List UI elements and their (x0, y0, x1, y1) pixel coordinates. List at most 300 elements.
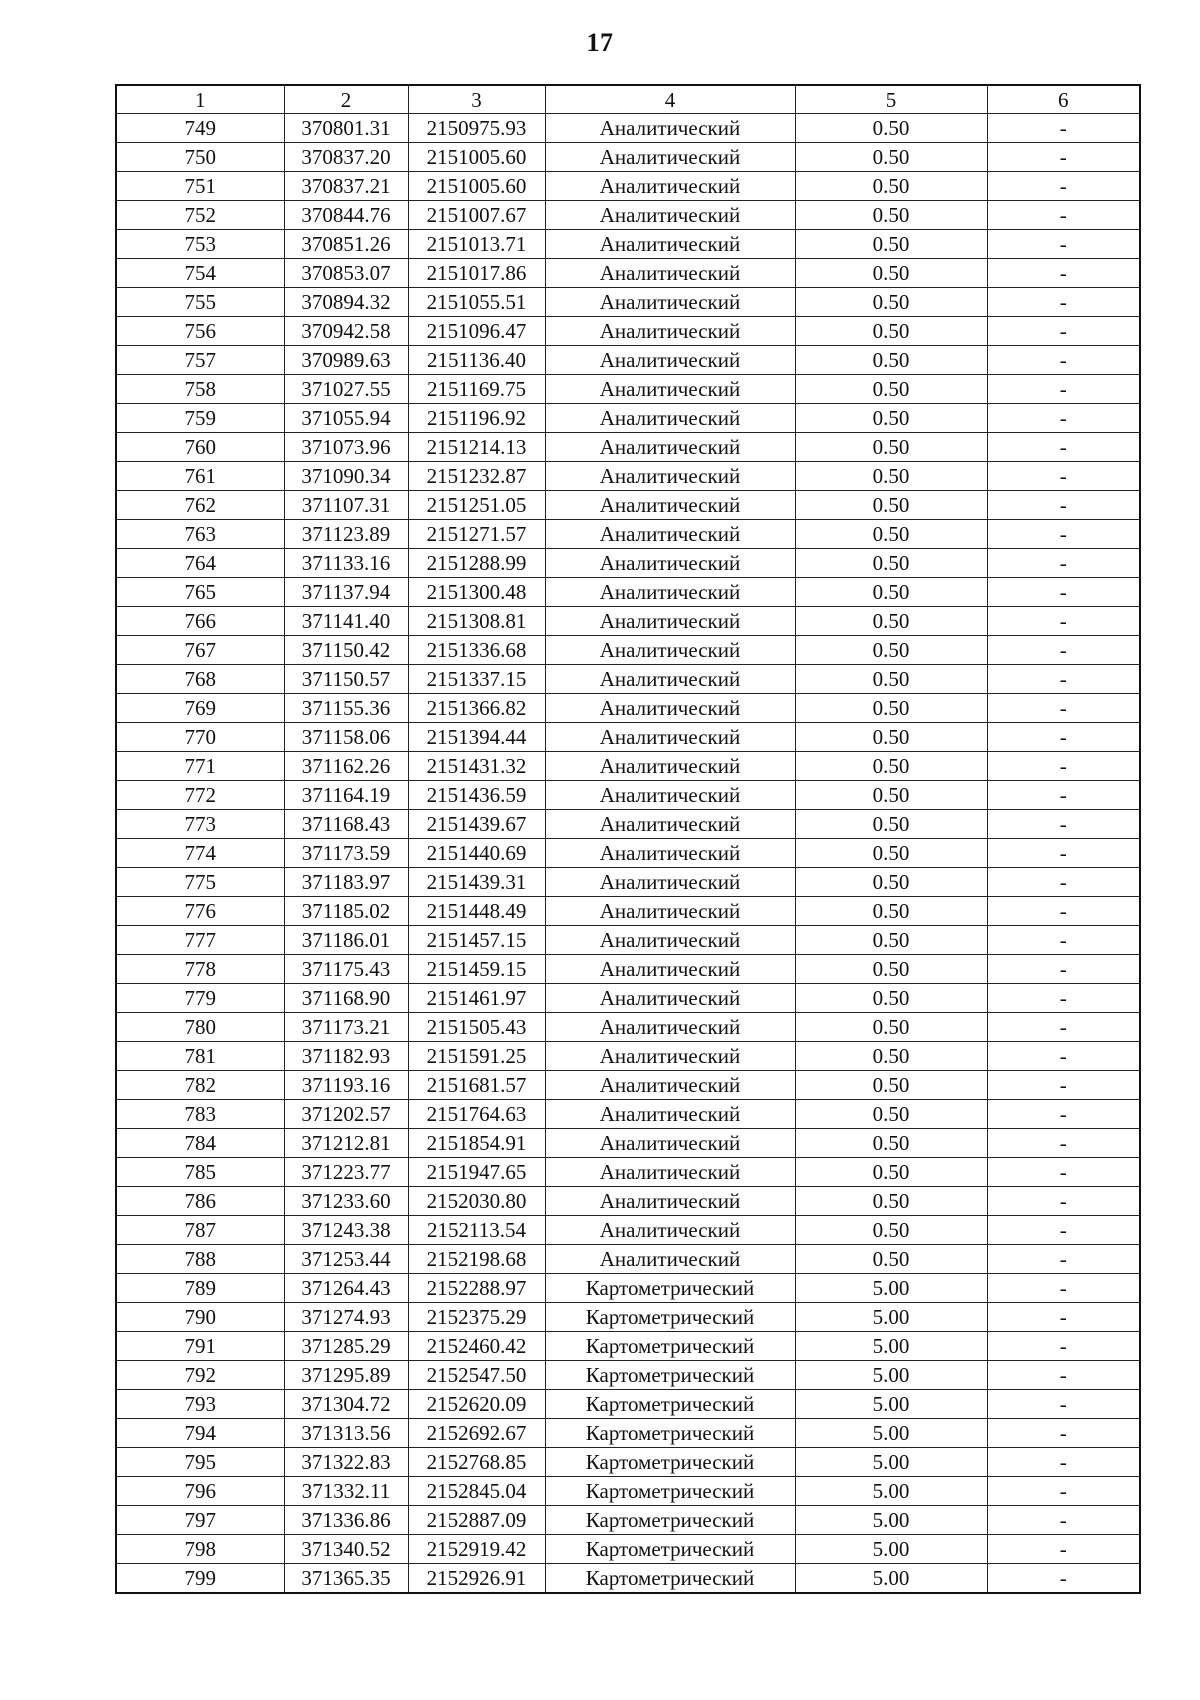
y-coordinate-cell: 2151007.67 (408, 201, 545, 230)
table-row (116, 1042, 1140, 1071)
table-body (116, 114, 1140, 1594)
method-cell: Аналитический (545, 1245, 795, 1274)
method-cell: Картометрический (545, 1535, 795, 1564)
accuracy-cell: 0.50 (795, 1013, 987, 1042)
y-coordinate-cell: 2151461.97 (408, 984, 545, 1013)
note-cell: - (987, 259, 1140, 288)
x-coordinate-cell: 371185.02 (284, 897, 408, 926)
point-number-cell: 781 (116, 1042, 284, 1071)
x-coordinate-cell: 371253.44 (284, 1245, 408, 1274)
x-coordinate-cell: 371055.94 (284, 404, 408, 433)
y-coordinate-cell: 2151366.82 (408, 694, 545, 723)
x-coordinate-cell: 371295.89 (284, 1361, 408, 1390)
x-coordinate-cell: 371186.01 (284, 926, 408, 955)
accuracy-cell: 5.00 (795, 1535, 987, 1564)
method-cell: Аналитический (545, 665, 795, 694)
point-number-cell: 754 (116, 259, 284, 288)
accuracy-cell: 5.00 (795, 1390, 987, 1419)
x-coordinate-cell: 371155.36 (284, 694, 408, 723)
point-number-cell: 767 (116, 636, 284, 665)
method-cell: Аналитический (545, 897, 795, 926)
x-coordinate-cell: 371304.72 (284, 1390, 408, 1419)
point-number-cell: 756 (116, 317, 284, 346)
table-row (116, 1390, 1140, 1419)
table-row (116, 1129, 1140, 1158)
x-coordinate-cell: 371365.35 (284, 1564, 408, 1594)
table-row (116, 1535, 1140, 1564)
point-number-cell: 769 (116, 694, 284, 723)
point-number-cell: 799 (116, 1564, 284, 1594)
table-row (116, 1245, 1140, 1274)
x-coordinate-cell: 371133.16 (284, 549, 408, 578)
method-cell: Аналитический (545, 1013, 795, 1042)
accuracy-cell: 0.50 (795, 578, 987, 607)
note-cell: - (987, 694, 1140, 723)
y-coordinate-cell: 2151096.47 (408, 317, 545, 346)
note-cell: - (987, 491, 1140, 520)
method-cell: Аналитический (545, 1158, 795, 1187)
x-coordinate-cell: 371202.57 (284, 1100, 408, 1129)
y-coordinate-cell: 2151136.40 (408, 346, 545, 375)
accuracy-cell: 0.50 (795, 288, 987, 317)
method-cell: Аналитический (545, 114, 795, 143)
x-coordinate-cell: 371340.52 (284, 1535, 408, 1564)
note-cell: - (987, 1216, 1140, 1245)
accuracy-cell: 5.00 (795, 1274, 987, 1303)
note-cell: - (987, 1158, 1140, 1187)
note-cell: - (987, 1564, 1140, 1594)
y-coordinate-cell: 2152887.09 (408, 1506, 545, 1535)
y-coordinate-cell: 2152620.09 (408, 1390, 545, 1419)
column-header-1: 1 (116, 85, 284, 114)
accuracy-cell: 0.50 (795, 201, 987, 230)
accuracy-cell: 0.50 (795, 607, 987, 636)
x-coordinate-cell: 371233.60 (284, 1187, 408, 1216)
x-coordinate-cell: 371073.96 (284, 433, 408, 462)
method-cell: Аналитический (545, 520, 795, 549)
y-coordinate-cell: 2152919.42 (408, 1535, 545, 1564)
table-row (116, 1274, 1140, 1303)
coordinates-table (115, 84, 1141, 1594)
x-coordinate-cell: 371182.93 (284, 1042, 408, 1071)
x-coordinate-cell: 371285.29 (284, 1332, 408, 1361)
table-row (116, 868, 1140, 897)
accuracy-cell: 0.50 (795, 317, 987, 346)
y-coordinate-cell: 2152460.42 (408, 1332, 545, 1361)
accuracy-cell: 0.50 (795, 375, 987, 404)
point-number-cell: 786 (116, 1187, 284, 1216)
note-cell: - (987, 1332, 1140, 1361)
y-coordinate-cell: 2151169.75 (408, 375, 545, 404)
point-number-cell: 761 (116, 462, 284, 491)
method-cell: Аналитический (545, 636, 795, 665)
note-cell: - (987, 1390, 1140, 1419)
x-coordinate-cell: 371212.81 (284, 1129, 408, 1158)
x-coordinate-cell: 370844.76 (284, 201, 408, 230)
x-coordinate-cell: 371090.34 (284, 462, 408, 491)
x-coordinate-cell: 370801.31 (284, 114, 408, 143)
note-cell: - (987, 578, 1140, 607)
method-cell: Аналитический (545, 172, 795, 201)
x-coordinate-cell: 371123.89 (284, 520, 408, 549)
accuracy-cell: 0.50 (795, 143, 987, 172)
x-coordinate-cell: 370989.63 (284, 346, 408, 375)
table-row (116, 1361, 1140, 1390)
table-row (116, 1303, 1140, 1332)
accuracy-cell: 0.50 (795, 1187, 987, 1216)
accuracy-cell: 0.50 (795, 955, 987, 984)
point-number-cell: 773 (116, 810, 284, 839)
method-cell: Аналитический (545, 839, 795, 868)
y-coordinate-cell: 2151308.81 (408, 607, 545, 636)
note-cell: - (987, 346, 1140, 375)
note-cell: - (987, 868, 1140, 897)
point-number-cell: 755 (116, 288, 284, 317)
point-number-cell: 760 (116, 433, 284, 462)
point-number-cell: 782 (116, 1071, 284, 1100)
x-coordinate-cell: 371243.38 (284, 1216, 408, 1245)
note-cell: - (987, 549, 1140, 578)
table-row (116, 1419, 1140, 1448)
method-cell: Картометрический (545, 1448, 795, 1477)
y-coordinate-cell: 2151271.57 (408, 520, 545, 549)
table-row (116, 346, 1140, 375)
method-cell: Аналитический (545, 1187, 795, 1216)
y-coordinate-cell: 2151439.31 (408, 868, 545, 897)
point-number-cell: 764 (116, 549, 284, 578)
method-cell: Аналитический (545, 694, 795, 723)
y-coordinate-cell: 2152375.29 (408, 1303, 545, 1332)
point-number-cell: 792 (116, 1361, 284, 1390)
table-row (116, 636, 1140, 665)
y-coordinate-cell: 2151337.15 (408, 665, 545, 694)
point-number-cell: 762 (116, 491, 284, 520)
point-number-cell: 768 (116, 665, 284, 694)
table-row (116, 781, 1140, 810)
accuracy-cell: 0.50 (795, 462, 987, 491)
point-number-cell: 774 (116, 839, 284, 868)
y-coordinate-cell: 2151013.71 (408, 230, 545, 259)
y-coordinate-cell: 2152288.97 (408, 1274, 545, 1303)
y-coordinate-cell: 2151394.44 (408, 723, 545, 752)
method-cell: Аналитический (545, 984, 795, 1013)
point-number-cell: 780 (116, 1013, 284, 1042)
method-cell: Аналитический (545, 578, 795, 607)
x-coordinate-cell: 371173.21 (284, 1013, 408, 1042)
note-cell: - (987, 1274, 1140, 1303)
table-row (116, 810, 1140, 839)
y-coordinate-cell: 2152198.68 (408, 1245, 545, 1274)
table-row (116, 549, 1140, 578)
x-coordinate-cell: 371168.43 (284, 810, 408, 839)
table-row (116, 462, 1140, 491)
accuracy-cell: 0.50 (795, 1158, 987, 1187)
column-header-4: 4 (545, 85, 795, 114)
table-row (116, 1332, 1140, 1361)
point-number-cell: 783 (116, 1100, 284, 1129)
method-cell: Аналитический (545, 230, 795, 259)
note-cell: - (987, 114, 1140, 143)
y-coordinate-cell: 2151505.43 (408, 1013, 545, 1042)
note-cell: - (987, 462, 1140, 491)
method-cell: Аналитический (545, 143, 795, 172)
table-row (116, 578, 1140, 607)
note-cell: - (987, 665, 1140, 694)
method-cell: Картометрический (545, 1390, 795, 1419)
note-cell: - (987, 1042, 1140, 1071)
note-cell: - (987, 1361, 1140, 1390)
x-coordinate-cell: 370942.58 (284, 317, 408, 346)
point-number-cell: 766 (116, 607, 284, 636)
method-cell: Аналитический (545, 491, 795, 520)
note-cell: - (987, 1187, 1140, 1216)
accuracy-cell: 5.00 (795, 1419, 987, 1448)
table-row (116, 201, 1140, 230)
y-coordinate-cell: 2151459.15 (408, 955, 545, 984)
accuracy-cell: 0.50 (795, 781, 987, 810)
table-row (116, 1071, 1140, 1100)
table-row (116, 433, 1140, 462)
table-row (116, 259, 1140, 288)
method-cell: Картометрический (545, 1506, 795, 1535)
accuracy-cell: 0.50 (795, 723, 987, 752)
point-number-cell: 777 (116, 926, 284, 955)
point-number-cell: 794 (116, 1419, 284, 1448)
y-coordinate-cell: 2152768.85 (408, 1448, 545, 1477)
point-number-cell: 759 (116, 404, 284, 433)
table-row (116, 607, 1140, 636)
accuracy-cell: 5.00 (795, 1506, 987, 1535)
method-cell: Аналитический (545, 404, 795, 433)
page-number: 17 (586, 28, 614, 57)
accuracy-cell: 0.50 (795, 839, 987, 868)
x-coordinate-cell: 371150.57 (284, 665, 408, 694)
point-number-cell: 758 (116, 375, 284, 404)
accuracy-cell: 5.00 (795, 1361, 987, 1390)
table-row (116, 694, 1140, 723)
method-cell: Аналитический (545, 723, 795, 752)
point-number-cell: 763 (116, 520, 284, 549)
note-cell: - (987, 1071, 1140, 1100)
y-coordinate-cell: 2151439.67 (408, 810, 545, 839)
y-coordinate-cell: 2151591.25 (408, 1042, 545, 1071)
note-cell: - (987, 1013, 1140, 1042)
x-coordinate-cell: 370837.21 (284, 172, 408, 201)
table-row (116, 520, 1140, 549)
point-number-cell: 757 (116, 346, 284, 375)
method-cell: Аналитический (545, 1042, 795, 1071)
table-row (116, 1013, 1140, 1042)
table-row (116, 665, 1140, 694)
y-coordinate-cell: 2152030.80 (408, 1187, 545, 1216)
accuracy-cell: 0.50 (795, 520, 987, 549)
note-cell: - (987, 520, 1140, 549)
table-row (116, 114, 1140, 143)
x-coordinate-cell: 370853.07 (284, 259, 408, 288)
note-cell: - (987, 839, 1140, 868)
x-coordinate-cell: 370837.20 (284, 143, 408, 172)
note-cell: - (987, 636, 1140, 665)
method-cell: Аналитический (545, 1071, 795, 1100)
table-row (116, 1448, 1140, 1477)
point-number-cell: 793 (116, 1390, 284, 1419)
point-number-cell: 771 (116, 752, 284, 781)
note-cell: - (987, 897, 1140, 926)
y-coordinate-cell: 2152845.04 (408, 1477, 545, 1506)
x-coordinate-cell: 371264.43 (284, 1274, 408, 1303)
x-coordinate-cell: 371137.94 (284, 578, 408, 607)
note-cell: - (987, 230, 1140, 259)
y-coordinate-cell: 2151251.05 (408, 491, 545, 520)
x-coordinate-cell: 371313.56 (284, 1419, 408, 1448)
point-number-cell: 751 (116, 172, 284, 201)
table-row (116, 288, 1140, 317)
table-row (116, 1187, 1140, 1216)
note-cell: - (987, 984, 1140, 1013)
method-cell: Аналитический (545, 317, 795, 346)
y-coordinate-cell: 2150975.93 (408, 114, 545, 143)
point-number-cell: 775 (116, 868, 284, 897)
table-row (116, 491, 1140, 520)
x-coordinate-cell: 371322.83 (284, 1448, 408, 1477)
table-header-row (116, 85, 1140, 114)
method-cell: Аналитический (545, 201, 795, 230)
accuracy-cell: 0.50 (795, 404, 987, 433)
accuracy-cell: 0.50 (795, 868, 987, 897)
note-cell: - (987, 1419, 1140, 1448)
column-header-5: 5 (795, 85, 987, 114)
y-coordinate-cell: 2151214.13 (408, 433, 545, 462)
x-coordinate-cell: 371027.55 (284, 375, 408, 404)
accuracy-cell: 0.50 (795, 259, 987, 288)
accuracy-cell: 0.50 (795, 636, 987, 665)
method-cell: Аналитический (545, 346, 795, 375)
point-number-cell: 749 (116, 114, 284, 143)
note-cell: - (987, 1129, 1140, 1158)
y-coordinate-cell: 2151681.57 (408, 1071, 545, 1100)
note-cell: - (987, 607, 1140, 636)
y-coordinate-cell: 2152113.54 (408, 1216, 545, 1245)
note-cell: - (987, 752, 1140, 781)
method-cell: Аналитический (545, 462, 795, 491)
method-cell: Аналитический (545, 549, 795, 578)
x-coordinate-cell: 371164.19 (284, 781, 408, 810)
accuracy-cell: 0.50 (795, 984, 987, 1013)
accuracy-cell: 0.50 (795, 897, 987, 926)
point-number-cell: 765 (116, 578, 284, 607)
table-row (116, 1564, 1140, 1594)
method-cell: Картометрический (545, 1303, 795, 1332)
accuracy-cell: 0.50 (795, 230, 987, 259)
point-number-cell: 796 (116, 1477, 284, 1506)
accuracy-cell: 0.50 (795, 346, 987, 375)
method-cell: Аналитический (545, 868, 795, 897)
note-cell: - (987, 810, 1140, 839)
method-cell: Аналитический (545, 607, 795, 636)
method-cell: Аналитический (545, 926, 795, 955)
table-row (116, 955, 1140, 984)
point-number-cell: 750 (116, 143, 284, 172)
point-number-cell: 785 (116, 1158, 284, 1187)
note-cell: - (987, 1100, 1140, 1129)
table-row (116, 404, 1140, 433)
method-cell: Аналитический (545, 433, 795, 462)
table-row (116, 172, 1140, 201)
y-coordinate-cell: 2151196.92 (408, 404, 545, 433)
table-row (116, 752, 1140, 781)
note-cell: - (987, 201, 1140, 230)
accuracy-cell: 0.50 (795, 114, 987, 143)
method-cell: Аналитический (545, 1216, 795, 1245)
method-cell: Картометрический (545, 1477, 795, 1506)
accuracy-cell: 5.00 (795, 1332, 987, 1361)
coordinates-table-container (115, 84, 1139, 1594)
note-cell: - (987, 781, 1140, 810)
y-coordinate-cell: 2151288.99 (408, 549, 545, 578)
table-row (116, 984, 1140, 1013)
method-cell: Картометрический (545, 1564, 795, 1594)
column-header-2: 2 (284, 85, 408, 114)
accuracy-cell: 0.50 (795, 1245, 987, 1274)
x-coordinate-cell: 371168.90 (284, 984, 408, 1013)
table-row (116, 230, 1140, 259)
method-cell: Картометрический (545, 1361, 795, 1390)
x-coordinate-cell: 371336.86 (284, 1506, 408, 1535)
y-coordinate-cell: 2151436.59 (408, 781, 545, 810)
point-number-cell: 778 (116, 955, 284, 984)
accuracy-cell: 5.00 (795, 1448, 987, 1477)
method-cell: Аналитический (545, 752, 795, 781)
y-coordinate-cell: 2152547.50 (408, 1361, 545, 1390)
point-number-cell: 752 (116, 201, 284, 230)
y-coordinate-cell: 2151854.91 (408, 1129, 545, 1158)
accuracy-cell: 0.50 (795, 1216, 987, 1245)
note-cell: - (987, 1303, 1140, 1332)
method-cell: Аналитический (545, 1129, 795, 1158)
y-coordinate-cell: 2151300.48 (408, 578, 545, 607)
x-coordinate-cell: 371332.11 (284, 1477, 408, 1506)
point-number-cell: 795 (116, 1448, 284, 1477)
method-cell: Картометрический (545, 1419, 795, 1448)
table-row (116, 1100, 1140, 1129)
point-number-cell: 776 (116, 897, 284, 926)
note-cell: - (987, 317, 1140, 346)
note-cell: - (987, 172, 1140, 201)
point-number-cell: 753 (116, 230, 284, 259)
accuracy-cell: 0.50 (795, 926, 987, 955)
method-cell: Аналитический (545, 1100, 795, 1129)
table-row (116, 143, 1140, 172)
table-row (116, 1216, 1140, 1245)
y-coordinate-cell: 2152692.67 (408, 1419, 545, 1448)
method-cell: Аналитический (545, 288, 795, 317)
point-number-cell: 797 (116, 1506, 284, 1535)
accuracy-cell: 0.50 (795, 1100, 987, 1129)
method-cell: Аналитический (545, 375, 795, 404)
note-cell: - (987, 375, 1140, 404)
method-cell: Аналитический (545, 810, 795, 839)
x-coordinate-cell: 371183.97 (284, 868, 408, 897)
method-cell: Аналитический (545, 259, 795, 288)
accuracy-cell: 0.50 (795, 810, 987, 839)
accuracy-cell: 0.50 (795, 433, 987, 462)
table-row (116, 1158, 1140, 1187)
table-row (116, 1477, 1140, 1506)
accuracy-cell: 0.50 (795, 491, 987, 520)
table-row (116, 375, 1140, 404)
point-number-cell: 798 (116, 1535, 284, 1564)
x-coordinate-cell: 371162.26 (284, 752, 408, 781)
